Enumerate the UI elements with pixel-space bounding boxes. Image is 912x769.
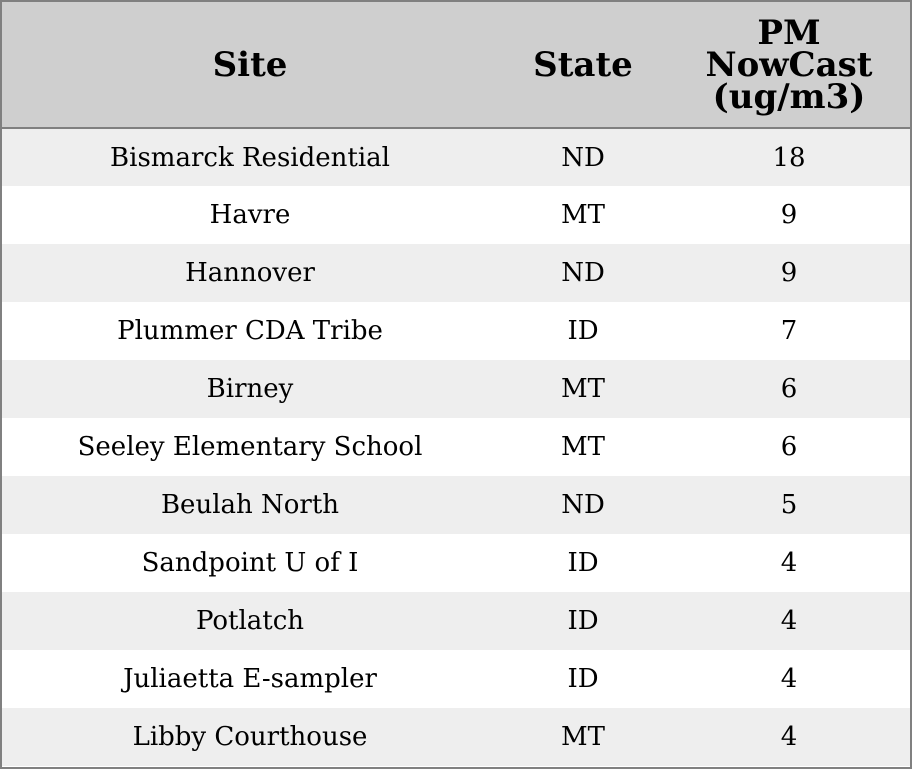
cell-site: Birney bbox=[206, 374, 294, 404]
cell-state: ID bbox=[567, 548, 599, 578]
table-row bbox=[2, 302, 910, 360]
cell-site: Libby Courthouse bbox=[132, 722, 368, 752]
header-state: State bbox=[498, 2, 668, 128]
cell-site: Hannover bbox=[185, 258, 315, 288]
cell-site: Seeley Elementary School bbox=[77, 432, 423, 462]
header-pm-line-2: NowCast bbox=[705, 44, 873, 85]
cell-pm: 7 bbox=[780, 316, 798, 346]
cell-site: Plummer CDA Tribe bbox=[117, 316, 383, 346]
cell-pm: 6 bbox=[780, 374, 798, 404]
table-row bbox=[2, 476, 910, 534]
table-header-row bbox=[2, 2, 910, 128]
table-row bbox=[2, 128, 910, 186]
cell-site: Beulah North bbox=[160, 490, 340, 520]
table-row bbox=[2, 186, 910, 244]
pm-nowcast-table bbox=[2, 2, 910, 766]
cell-site: Bismarck Residential bbox=[110, 142, 390, 173]
cell-pm: 4 bbox=[780, 606, 798, 636]
table-row bbox=[2, 708, 910, 766]
cell-site: Juliaetta E-sampler bbox=[123, 664, 377, 694]
header-pm-line-1: PM bbox=[757, 12, 821, 53]
table-body bbox=[2, 128, 910, 766]
table-row bbox=[2, 650, 910, 708]
table-row bbox=[2, 244, 910, 302]
cell-state: MT bbox=[561, 432, 605, 462]
cell-state: MT bbox=[561, 374, 605, 404]
cell-pm: 4 bbox=[780, 664, 798, 694]
table-row bbox=[2, 534, 910, 592]
cell-state: ID bbox=[567, 606, 599, 636]
cell-state: MT bbox=[561, 200, 605, 230]
cell-pm: 9 bbox=[780, 200, 798, 230]
cell-site: Potlatch bbox=[195, 606, 305, 636]
cell-state: ID bbox=[567, 316, 599, 346]
table-row bbox=[2, 360, 910, 418]
cell-state: ND bbox=[561, 142, 605, 173]
header-pm-line-3: (ug/m3) bbox=[712, 76, 866, 117]
header-pm-nowcast bbox=[668, 2, 910, 128]
table-row bbox=[2, 592, 910, 650]
cell-pm: 6 bbox=[780, 432, 798, 462]
header-site: Site bbox=[2, 2, 498, 128]
cell-state: ID bbox=[567, 664, 599, 694]
cell-state: ND bbox=[561, 258, 605, 288]
cell-pm: 5 bbox=[780, 490, 798, 520]
cell-pm: 4 bbox=[780, 548, 798, 578]
table-row bbox=[2, 418, 910, 476]
cell-pm: 18 bbox=[772, 142, 806, 173]
cell-site: Sandpoint U of I bbox=[141, 548, 359, 578]
cell-site: Havre bbox=[209, 200, 291, 230]
cell-pm: 9 bbox=[780, 258, 798, 288]
cell-state: MT bbox=[561, 722, 605, 752]
cell-state: ND bbox=[561, 490, 605, 520]
cell-pm: 4 bbox=[780, 722, 798, 752]
